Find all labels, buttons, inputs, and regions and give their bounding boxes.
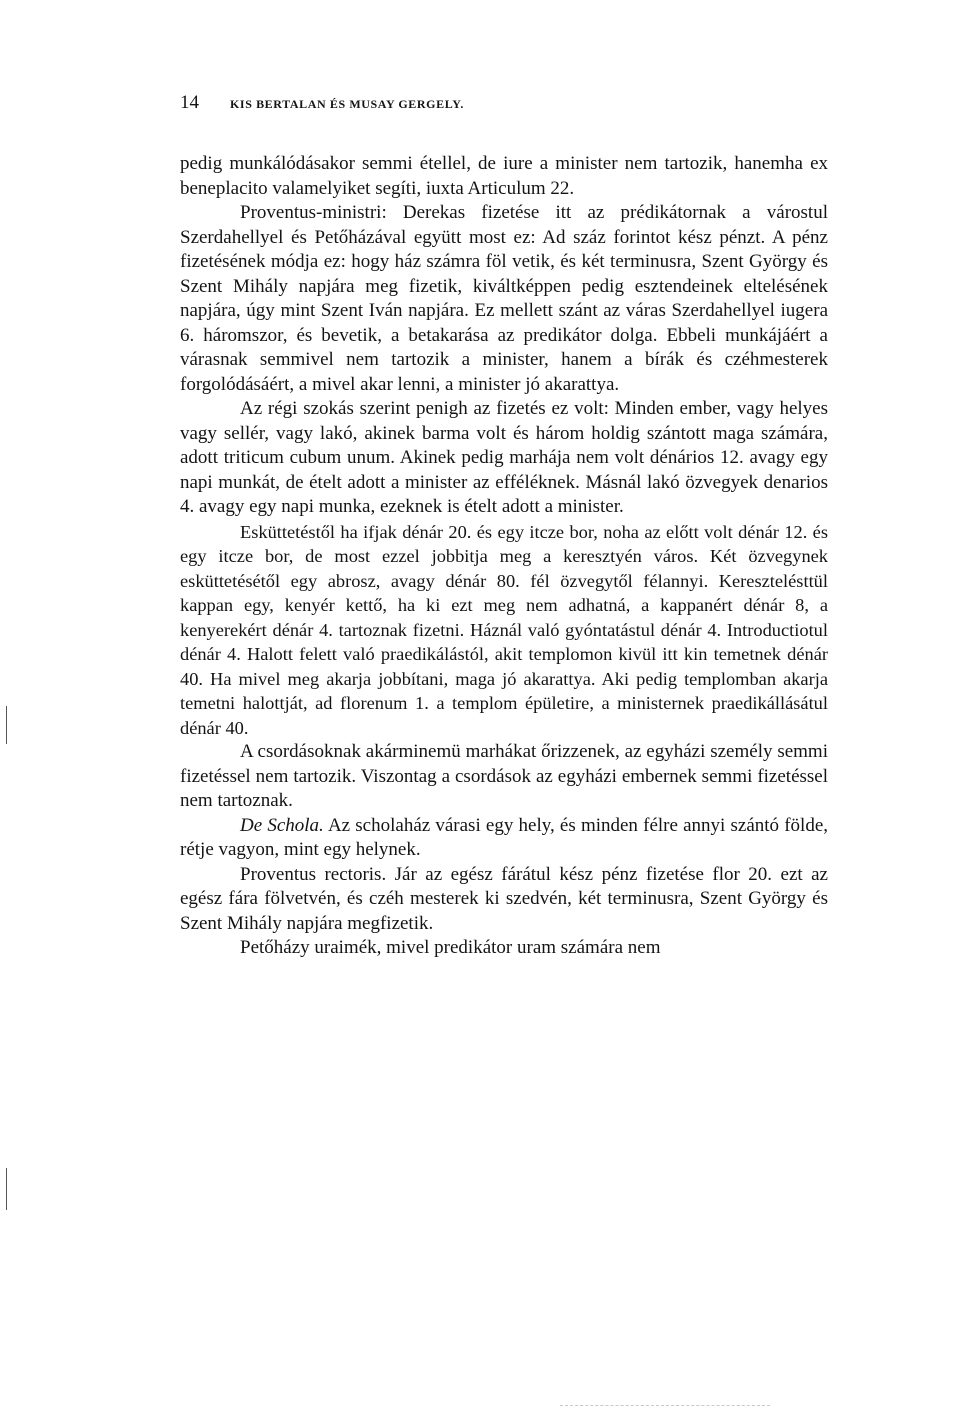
paragraph-8: Petőházy uraimék, mivel predikátor uram számára nem bbox=[240, 937, 661, 958]
paragraph-5: A csordásoknak akárminemü marhákat őrizzenek, az egyházi személy semmi fizetéssel nem tartozik. Viszontag a csordások az egyházi embernek semmi fizetéssel nem tartoznak. bbox=[180, 741, 828, 811]
margin-mark-upper bbox=[6, 706, 7, 744]
margin-mark-lower bbox=[6, 1168, 7, 1210]
paragraph-7: Proventus rectoris. Jár az egész fárátul kész pénz fizetése flor 20. ezt az egész fára fölvetvén, és czéh mesterek ki szedvén, két terminusra, Szent György és Szent Mihály napjára megfizetik. bbox=[180, 863, 828, 934]
paragraph-4: Esküttetéstől ha ifjak dénár 20. és egy itcze bor, noha az előtt volt dénár 12. és egy itcze bor, de most ezzel jobbitja meg a keresztyén város. Két özvegynek esküttetésétől egy abrosz, avagy dénár 80. fél özvegytől félannyi. Keresztelésttül kappan egy, kenyér kettő, ha ki ezt meg nem adhatná, a kappanért dénár 8, a kenyerekért dénár 4. tartoznak fizetni. Háznál való gyóntatástul dénár 4. Introductiotul dénár 4. Halott felett való praedikálástól, akit templomon kivül itt kin temetnek dénár 40. Ha mivel meg akarja jobbítani, maga jó akarattya. Aki pedig templomban akarja temetni halottját, ad florenum 1. a templom épületire, a ministernek praedikállásátul dénár 40. bbox=[180, 521, 828, 738]
paragraph-6-text: Az scholaház várasi egy hely, és minden félre annyi szántó földe, rétje vagyon, mint egy helynek. bbox=[180, 814, 828, 860]
page-header bbox=[180, 92, 828, 122]
paragraph-1: pedig munkálódásakor semmi étellel, de iure a minister nem tartozik, hanemha ex beneplacito valamelyiket segíti, iuxta Articulum 22. bbox=[180, 153, 828, 199]
paragraph-6 bbox=[180, 814, 828, 863]
section-heading-de-schola: De Schola. bbox=[240, 814, 324, 836]
paragraph-2: Proventus-ministri: Derekas fizetése itt az prédikátornak a várostul Szerdahellyel és Petőházával együtt most ez: Ad száz forintot kész pénzt. A pénz fizetésének módja ez: hogy ház számra föl vetik, és két terminusra, Szent György és Szent Mihály napjára meg fizetik, kiváltképpen pedig esztendeinek eltelésének napjára, úgy mint Szent Iván napjára. Ez mellett szánt az váras Szerdahellyel iugera 6. háromszor, és bevetik, a betakarása az predikátor dolga. Ebbeli munkájáért a várasnak semmivel nem tartozik a minister, hanem a bírák és czéhmesterek forgolódásáért, a mivel akar lenni, a minister jó akarattya. bbox=[180, 202, 828, 395]
footer-rule bbox=[560, 1405, 770, 1406]
running-head: KIS BERTALAN ÉS MUSAY GERGELY. bbox=[230, 97, 464, 111]
paragraph-3: Az régi szokás szerint penigh az fizetés ez volt: Minden ember, vagy helyes vagy sellér, vagy lakó, akinek barma volt és három holdig szántott maga számára, adott triticum cubum unum. Akinek pedig marhája nem volt dénários 12. avagy egy napi munkát, de ételt adott a minister az efféléknek. Másnál lakó özvegyek denarios 4. avagy egy napi munka, ezeknek is ételt adott a minister. bbox=[180, 398, 828, 517]
page-number: 14 bbox=[180, 92, 199, 113]
body-text bbox=[180, 152, 828, 961]
